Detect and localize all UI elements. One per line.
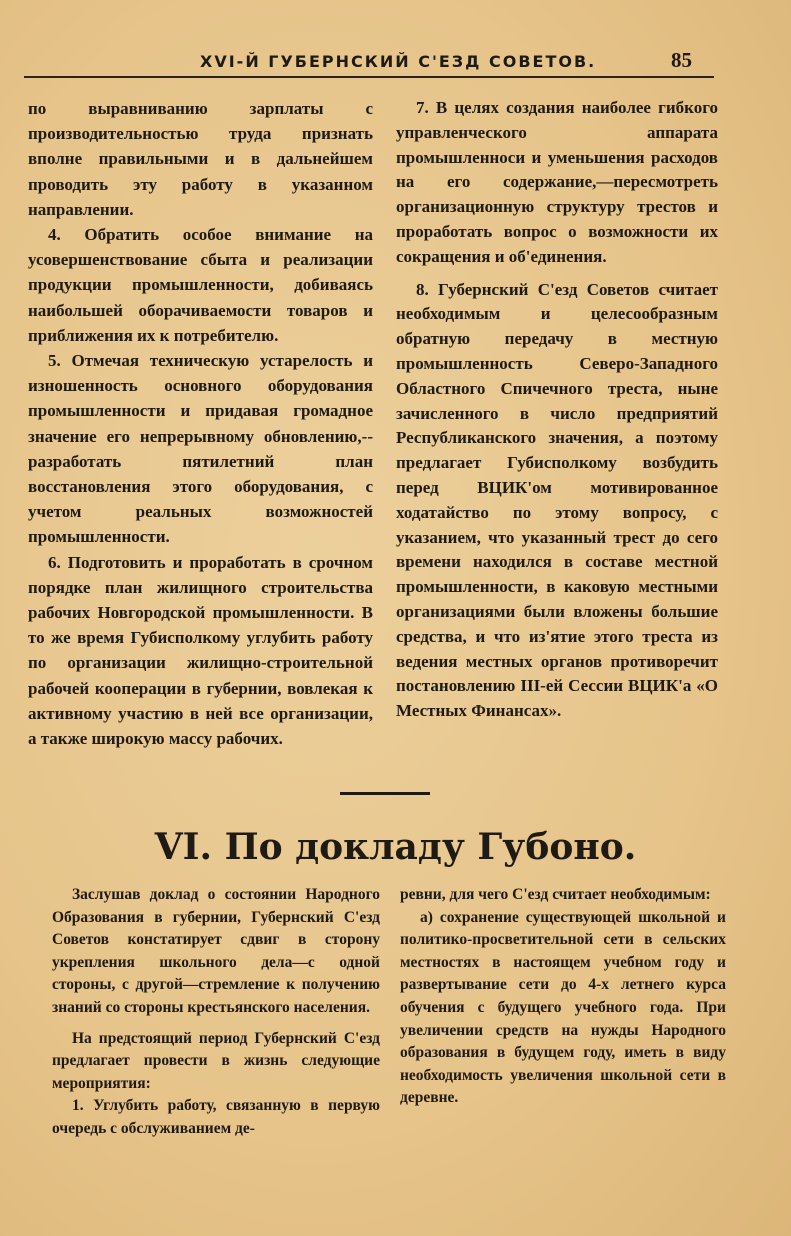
paragraph-measure-1-continued: ревни, для чего С'езд считает необходимым:: [400, 886, 711, 903]
section-divider: [340, 792, 430, 795]
paragraph-item-5: 5. Отмечая техническую устарелость и изношенность основного оборудования промышленности и придавая громадное значение его непрерывному обновлению,--разработать пятилетний план восстановления этого оборудования, с учетом реальных возможностей промышленности.: [28, 351, 373, 547]
page-number: 85: [671, 48, 692, 72]
paragraph-measure-1: 1. Углубить работу, связанную в первую очередь с обслуживанием де-: [52, 1097, 380, 1137]
paragraph-item-4: 4. Обратить особое внимание на усовершенствование сбыта и реализации продукции промышленности, добиваясь наибольшей оборачиваемости товаров и приближения их к потребителю.: [28, 225, 373, 345]
bottom-right-column: [400, 884, 726, 1110]
paragraph-wage-leveling: по выравниванию зарплаты с производительностью труда признать вполне правильными и в дальнейшем проводить эту работу в указанном направлении.: [28, 99, 373, 219]
paragraph-item-7: 7. В целях создания наиболее гибкого управленческого аппарата промышленноси и уменьшения расходов на его содержание,—пересмотреть организационную структуру трестов и проработать вопрос о возможности их сокращения и об'единения.: [396, 98, 718, 266]
paragraph-item-6: 6. Подготовить и проработать в срочном порядке план жилищного строительства рабочих Новгородской промышленности. В то же время Губисполкому углубить работу по организации жилищно-строительной рабочей кооперации в губернии, вовлекая к активному участию в ней все организации, а также широкую массу рабочих.: [28, 552, 373, 749]
top-left-column: [28, 96, 373, 751]
paragraph-measures-intro: На предстоящий период Губернский С'езд предлагает провести в жизнь следующие мероприятия:: [52, 1029, 380, 1092]
paragraph-item-8: 8. Губернский С'езд Советов считает необходимым и целесообразным обратную передачу в местную промышленность Северо-Западного Областного Спичечного треста, ныне зачисленного в число предприятий Республиканского значения, а поэтому предлагает Губисполкому возбудить перед ВЦИК'ом мотивированное ходатайство по этому вопросу, с указанием, что указанный трест до сего времени находился в составе местной промышленности, в каковую местными организациями были вложены большие средства, и что из'ятие этого треста из ведения местных органов противоречит постановлению III-ей Сессии ВЦИК'а «О Местных Финансах».: [396, 279, 718, 721]
running-title: XVI-Й ГУБЕРНСКИЙ С'ЕЗД СОВЕТОВ.: [200, 52, 597, 71]
paragraph-report-summary: Заслушав доклад о состоянии Народного Образования в губернии, Губернский С'езд Советов констатирует сдвиг в сторону укрепления школьного дела—с одной стороны, с другой—стремление к получению знаний со стороны крестьянского населения.: [52, 886, 380, 1016]
bottom-left-column: [52, 884, 380, 1141]
running-header: [24, 46, 714, 78]
paragraph-measure-1a: а) сохранение существующей школьной и политико-просветительной сети в сельских местностях в настоящем учебном году и развертывание сети до 4-х летнего курса обучения с будущего учебного года. При увеличении средств на нужды Народного образования в будущем году, иметь в виду необходимость увеличения школьной сети в деревне.: [400, 908, 726, 1107]
section-heading: VI. По докладу Губоно.: [154, 826, 637, 868]
top-right-column: [396, 96, 718, 724]
